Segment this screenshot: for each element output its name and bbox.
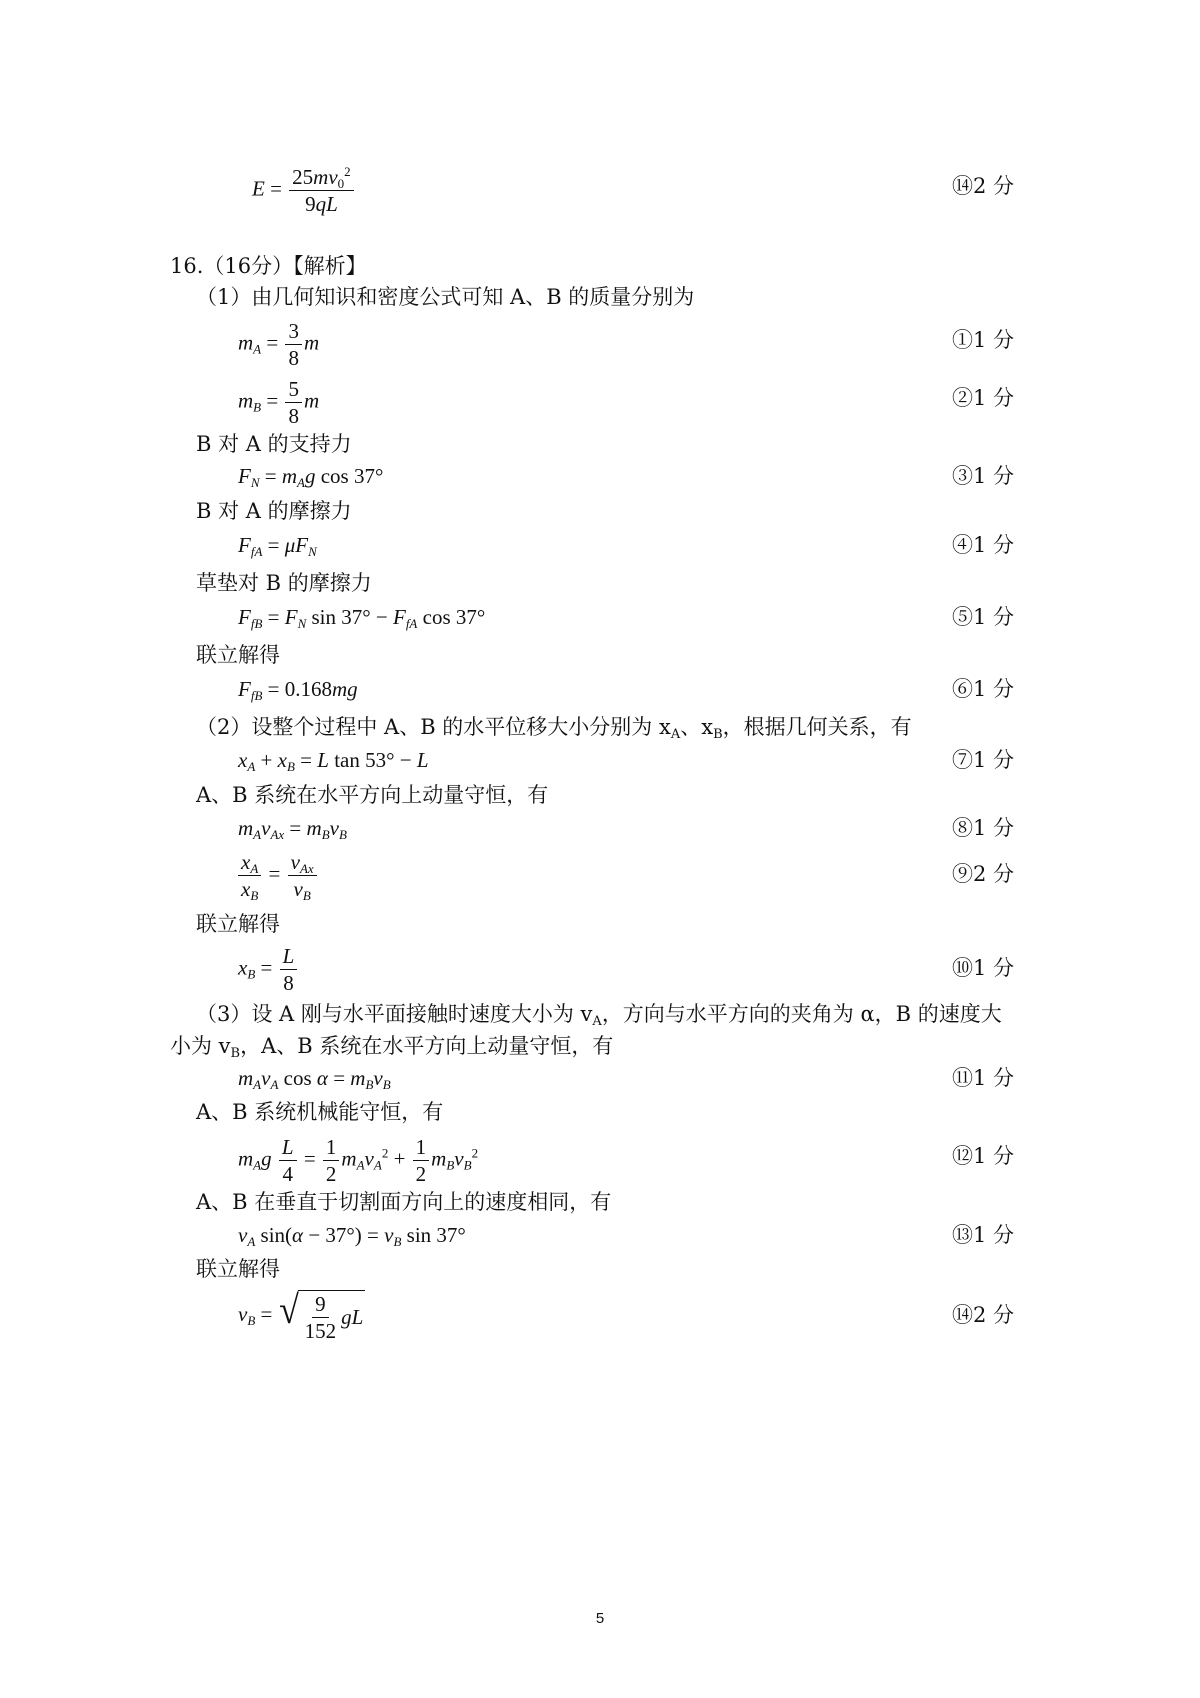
- label-solve-1: 联立解得: [196, 643, 280, 667]
- equation-4: $F_{fA} = \mu F_N$: [238, 533, 317, 559]
- equation-2: $m_B$ = $\frac{5}{8}$ m: [238, 377, 320, 429]
- score-1: ①1 分: [952, 328, 1015, 352]
- equation-E: E = $\frac{25mv_0^2}{9qL}$: [252, 166, 356, 215]
- equation-5: $F_{fB} = F_N$ $\sin 37^\circ - F_{fA}$ cos 37°: [238, 605, 486, 631]
- equation-13: $v_A$ $\sin(\alpha - 37^\circ) = v_B$ sin 37°: [238, 1223, 466, 1249]
- equation-7: $x_A + x_B = L$ tan 53° − L: [238, 748, 429, 774]
- score-10: ⑩1 分: [952, 956, 1015, 980]
- equation-3: $F_N = m_Ag$ cos 37°: [238, 464, 384, 490]
- label-solve-3: 联立解得: [196, 1257, 280, 1281]
- equation-10: $x_B$ = $\frac{L}{8}$: [238, 945, 299, 994]
- score-7: ⑦1 分: [952, 748, 1015, 772]
- equation-6: $F_{fB} = 0.168mg$: [238, 677, 358, 703]
- label-velocity: A、B 在垂直于切割面方向上的速度相同，有: [196, 1190, 612, 1214]
- score-5: ⑤1 分: [952, 605, 1015, 629]
- score-3: ③1 分: [952, 464, 1015, 488]
- part3-line2: 小为 $v_B$，A、B 系统在水平方向上动量守恒，有: [170, 1034, 614, 1061]
- label-b-friction: B 对 A 的摩擦力: [196, 499, 352, 523]
- score-14-top: ⑭2 分: [952, 174, 1015, 198]
- equation-9: $\frac{x_A}{x_B}$ = $\frac{v_{Ax}}{v_B}$: [236, 851, 319, 900]
- score-4: ④1 分: [952, 533, 1015, 557]
- equation-1: $m_A$ = $\frac{3}{8}$ m: [238, 319, 320, 371]
- label-momentum-2: A、B 系统在水平方向上动量守恒，有: [196, 783, 549, 807]
- score-2: ②1 分: [952, 386, 1015, 410]
- part2-intro: （2）设整个过程中 A、B 的水平位移大小分别为 $x_A$、$x_B$，根据几何关系，有: [196, 715, 912, 742]
- page-number: 5: [595, 1610, 605, 1627]
- score-14: ⑭2 分: [952, 1303, 1015, 1327]
- score-9: ⑨2 分: [952, 862, 1015, 886]
- label-solve-2: 联立解得: [196, 912, 280, 936]
- score-13: ⑬1 分: [952, 1223, 1015, 1247]
- part3-line1: （3）设 A 刚与水平面接触时速度大小为 $v_A$，方向与水平方向的夹角为 α，B 的速度大: [196, 1002, 1002, 1029]
- score-12: ⑫1 分: [952, 1144, 1015, 1168]
- equation-12: $m_Ag$ $\frac{L}{4}$ = $\frac{1}{2}$ $m_Av_A^2$ + $\frac{1}{2}$ $m_Bv_B^2$: [238, 1135, 479, 1187]
- equation-14: $v_B$ = √ $\frac{9}{152}$ gL: [238, 1287, 364, 1344]
- score-8: ⑧1 分: [952, 816, 1015, 840]
- score-6: ⑥1 分: [952, 677, 1015, 701]
- part1-intro: （1）由几何知识和密度公式可知 A、B 的质量分别为: [196, 285, 695, 309]
- label-grass-friction: 草垫对 B 的摩擦力: [196, 571, 372, 595]
- equation-8: $m_Av_{Ax} = m_Bv_B$: [238, 816, 347, 842]
- label-energy: A、B 系统机械能守恒，有: [196, 1100, 444, 1124]
- score-11: ⑪1 分: [952, 1066, 1015, 1090]
- question-16-header: 16.（16分）【解析】: [170, 254, 367, 278]
- equation-11: $m_Av_A$ $\cos \alpha = m_Bv_B$: [238, 1066, 391, 1092]
- label-b-support: B 对 A 的支持力: [196, 432, 352, 456]
